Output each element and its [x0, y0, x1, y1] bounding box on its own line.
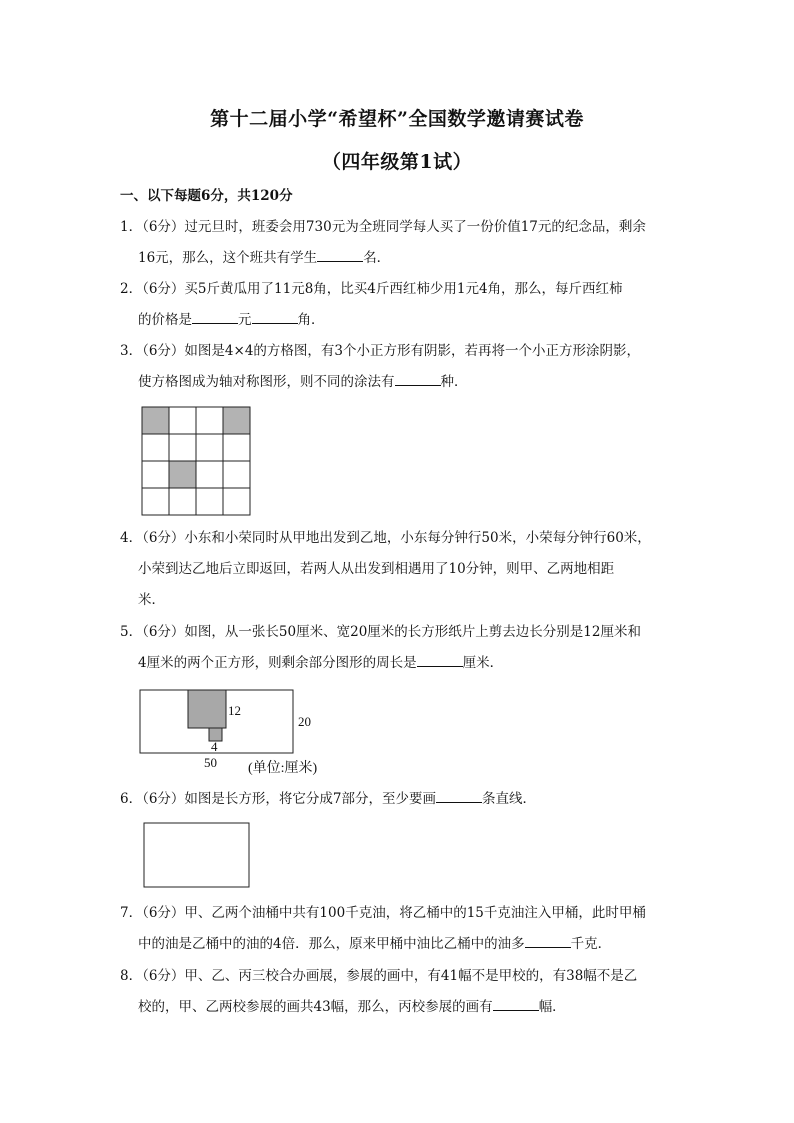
- plain-rectangle-figure: [142, 821, 252, 891]
- question-4: [120, 523, 680, 616]
- section-heading: 一、以下每题6分，共120分: [120, 188, 293, 204]
- answer-blank[interactable]: [417, 652, 463, 667]
- question-text: 校的，甲、乙两校参展的画共43幅，那么，丙校参展的画有: [138, 999, 493, 1015]
- page-title: 第十二届小学“希望杯”全国数学邀请赛试卷: [210, 108, 584, 130]
- question-text: 5．（6分）如图，从一张长50厘米、宽20厘米的长方形纸片上剪去边长分别是12厘米和: [120, 624, 641, 640]
- question-text: 名．: [363, 250, 391, 266]
- question-text: 7．（6分）甲、乙两个油桶中共有100千克油，将乙桶中的15千克油注入甲桶，此时甲桶: [120, 905, 646, 921]
- question-text: 千克．: [570, 936, 612, 952]
- question-3: [120, 336, 680, 398]
- question-text: 4厘米的两个正方形，则剩余部分图形的周长是: [138, 655, 417, 671]
- question-text: 8．（6分）甲、乙、丙三校合办画展，参展的画中，有41幅不是甲校的，有38幅不是乙: [120, 968, 638, 984]
- question-8: [120, 961, 680, 1023]
- label-20: 20: [298, 714, 311, 729]
- question-text: 的价格是: [138, 312, 192, 328]
- answer-blank[interactable]: [252, 309, 298, 324]
- shaded-cell: [223, 407, 250, 434]
- answer-blank[interactable]: [192, 309, 238, 324]
- question-text: 2．（6分）买5斤黄瓜用了11元8角，比买4斤西红柿少用1元4角，那么，每斤西红柿: [120, 281, 623, 297]
- question-text: 4．（6分）小东和小荣同时从甲地出发到乙地，小东每分钟行50米，小荣每分钟行60米，: [120, 530, 651, 546]
- grid-figure: [140, 405, 254, 519]
- question-6: [120, 784, 680, 815]
- question-text: 16元，那么，这个班共有学生: [138, 250, 318, 266]
- question-7: [120, 898, 680, 960]
- answer-blank[interactable]: [395, 371, 441, 386]
- question-text: 小荣到达乙地后立即返回，若两人从出发到相遇用了10分钟，则甲、乙两地相距: [138, 561, 615, 577]
- question-text: 元: [238, 312, 252, 328]
- question-text: 条直线．: [482, 791, 537, 807]
- label-12: 12: [228, 703, 241, 718]
- shaded-cell: [169, 461, 196, 488]
- question-text: 6．（6分）如图是长方形，将它分成7部分，至少要画: [120, 791, 437, 807]
- unit-label: (单位:厘米): [248, 761, 318, 776]
- question-text: 3．（6分）如图是4×4的方格图，有3个小正方形有阴影，若再将一个小正方形涂阴影，: [120, 343, 641, 359]
- question-2: [120, 274, 680, 336]
- answer-blank[interactable]: [317, 247, 363, 262]
- question-text: 中的油是乙桶中的油的4倍．那么，原来甲桶中油比乙桶中的油多: [138, 936, 525, 952]
- question-text: 1．（6分）过元旦时，班委会用730元为全班同学每人买了一份价值17元的纪念品，剩余: [120, 219, 646, 235]
- label-50: 50: [204, 755, 217, 770]
- question-text: 角．: [297, 312, 325, 328]
- question-1: [120, 212, 680, 274]
- label-4: 4: [211, 739, 218, 754]
- page-subtitle: （四年级第1试）: [321, 151, 473, 173]
- shaded-cell: [142, 407, 169, 434]
- question-text: 种．: [440, 374, 468, 390]
- answer-blank[interactable]: [493, 996, 539, 1011]
- answer-blank[interactable]: [525, 933, 571, 948]
- answer-blank[interactable]: [436, 788, 482, 803]
- question-text: 使方格图成为轴对称图形，则不同的涂法有: [138, 374, 395, 390]
- question-text: 厘米．: [462, 655, 504, 671]
- question-text: 幅．: [538, 999, 566, 1015]
- question-text: 米．: [138, 592, 165, 608]
- question-5: [120, 617, 680, 679]
